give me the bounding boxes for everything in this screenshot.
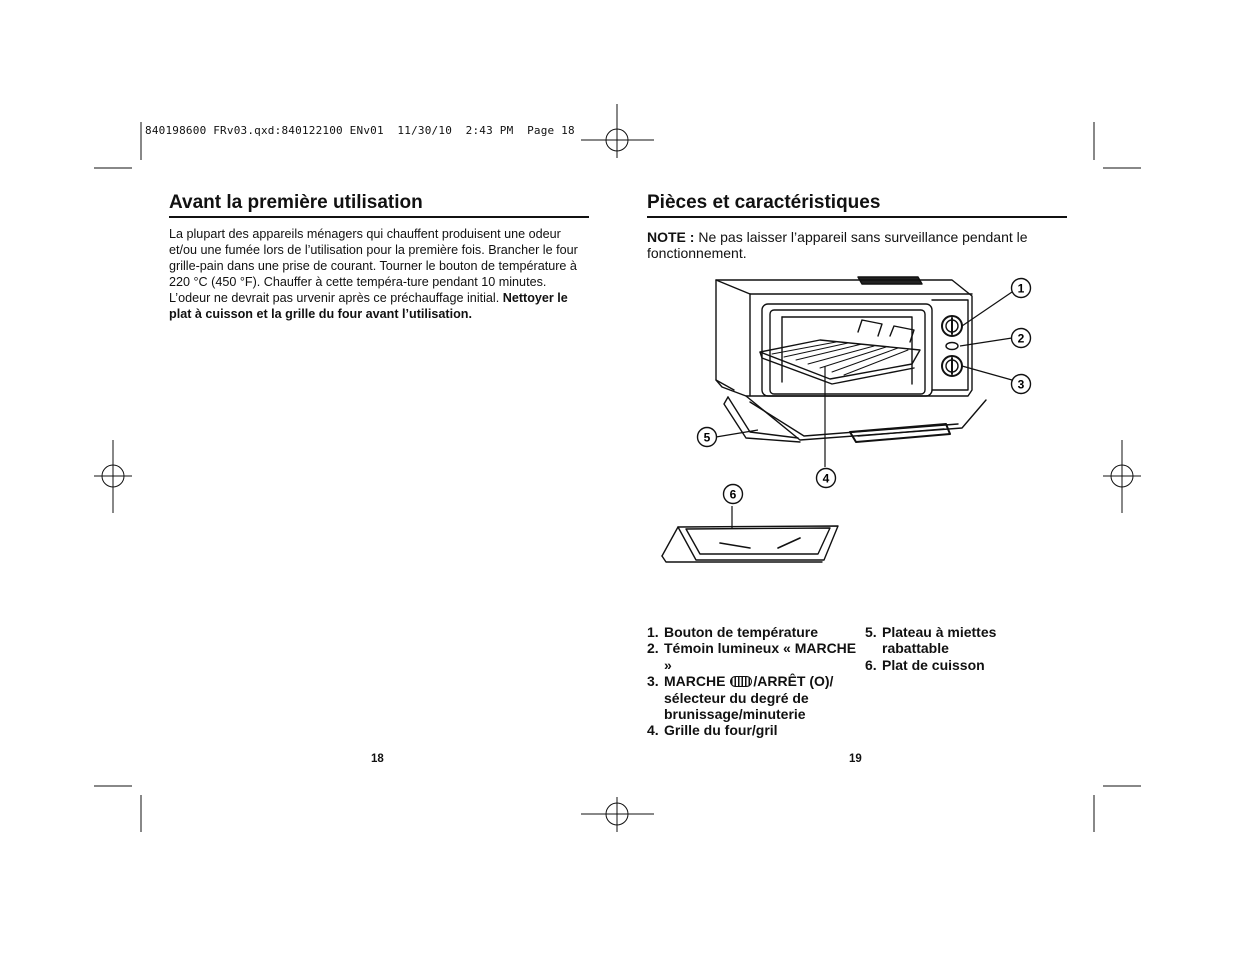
note-text: Ne pas laisser l’appareil sans surveillance pendant le fonctionnement.	[647, 229, 1028, 261]
left-page-number: 18	[371, 753, 384, 765]
part-number: 5.	[865, 624, 877, 640]
part-number: 6.	[865, 656, 877, 673]
callout-1: 1	[1017, 281, 1025, 296]
part-item	[865, 624, 1035, 657]
right-page-title: Pièces et caractéristiques	[647, 192, 881, 213]
callout-5: 5	[703, 430, 711, 445]
part-item	[647, 722, 857, 738]
callout-4: 4	[822, 471, 830, 486]
toaster-oven-illustration	[650, 262, 1050, 572]
callout-2: 2	[1017, 331, 1025, 346]
part-number: 4.	[647, 722, 659, 739]
note-label: NOTE :	[647, 229, 695, 245]
baking-pan	[678, 526, 838, 560]
note-paragraph	[647, 229, 1067, 261]
on-switch-icon	[730, 676, 752, 687]
crumb-tray	[728, 397, 798, 438]
part-number: 2.	[647, 640, 659, 657]
part-number: 3.	[647, 673, 659, 690]
first-use-paragraph	[169, 226, 587, 322]
printer-slug-line: 840198600 FRv03.qxd:840122100 ENv01 11/30/10 2:43 PM Page 18	[145, 124, 575, 137]
part-label: /ARRÊT (O)/ sélecteur du degré de brunissage/minuterie	[664, 673, 834, 723]
part-label: Témoin lumineux « MARCHE »	[664, 640, 857, 673]
part-label: Plat de cuisson	[882, 656, 985, 673]
right-title-rule	[647, 216, 1067, 218]
part-item	[865, 657, 1035, 673]
callout-6: 6	[729, 487, 737, 502]
part-item	[647, 640, 857, 673]
oven-rack	[760, 340, 920, 379]
callout-3: 3	[1017, 377, 1025, 392]
right-page-number: 19	[849, 753, 862, 765]
part-label: Bouton de température	[664, 624, 819, 640]
part-label: MARCHE	[664, 673, 730, 690]
parts-list-col2	[865, 624, 1035, 673]
left-title-rule	[169, 216, 589, 218]
oven-body	[716, 280, 972, 396]
part-label: Plateau à miettes rabattable	[882, 624, 997, 657]
part-label: Grille du four/gril	[664, 722, 778, 739]
left-page-title: Avant la première utilisation	[169, 192, 423, 213]
part-item	[647, 624, 857, 640]
part-number: 1.	[647, 624, 659, 640]
first-use-bold-text: Nettoyer le plat à cuisson et la grille du four avant l’utilisation.	[169, 291, 568, 321]
parts-list-col1	[647, 624, 857, 739]
part-item	[647, 673, 857, 722]
first-use-text: La plupart des appareils ménagers qui chauffent produisent une odeur et/ou une fumée lors de l’utilisation pour la première fois. Brancher le four grille-pain dans une prise de courant. Tourner le bouton de température à 220 °C (450 °F). Chauffer à cette tempéra-ture pendant 10 minutes. L’odeur ne devrait pas urvenir après ce préchauffage initial.	[169, 227, 578, 305]
